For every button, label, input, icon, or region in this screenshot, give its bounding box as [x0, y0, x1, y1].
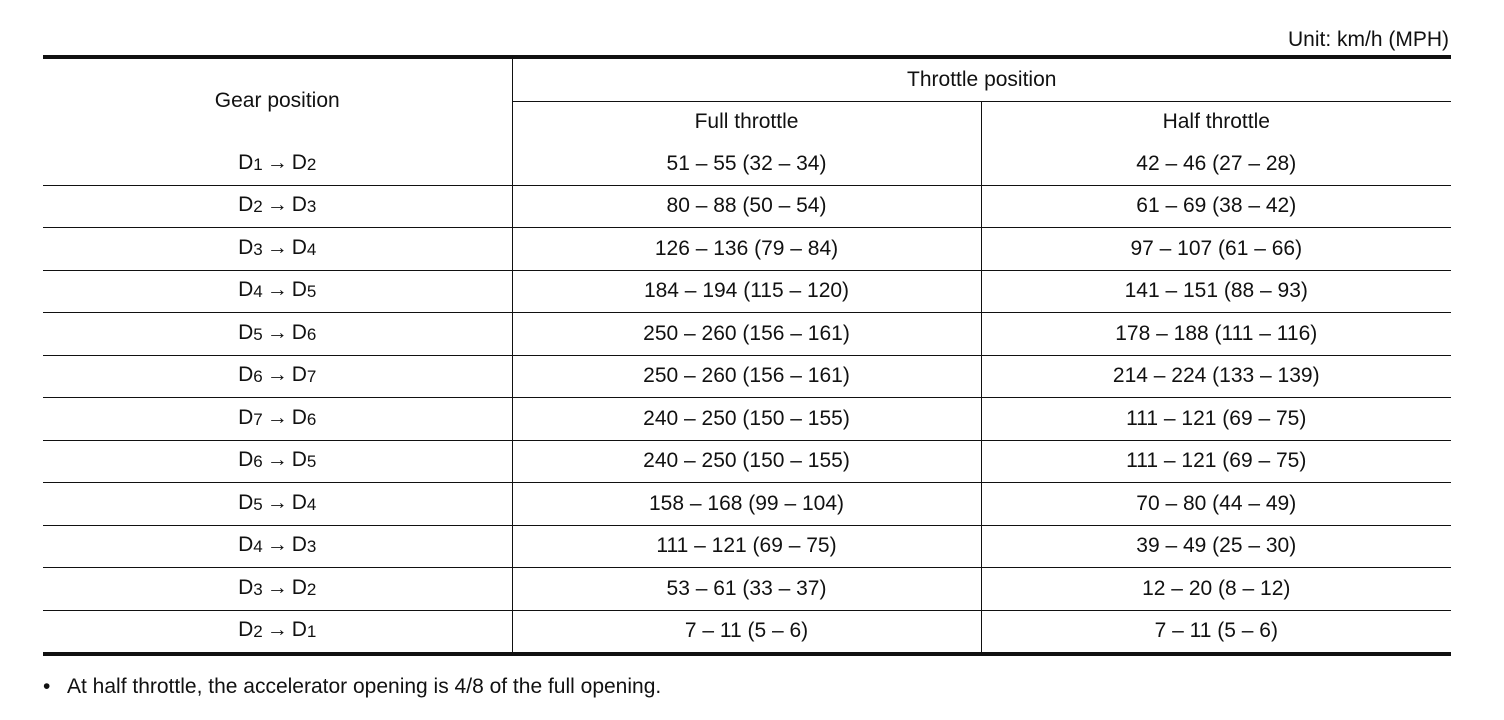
half-throttle-cell: 39 – 49 (25 – 30)	[981, 525, 1451, 568]
gear-to-number: 1	[306, 622, 317, 642]
gear-from-number: 3	[253, 239, 263, 259]
gear-from-letter: D	[238, 278, 254, 302]
gear-shift-cell	[43, 228, 512, 271]
gear-from-letter: D	[238, 533, 254, 557]
gear-to-number: 3	[306, 197, 317, 217]
gear-from-number: 7	[253, 409, 263, 429]
gear-shift-cell	[43, 270, 512, 313]
half-throttle-cell: 141 – 151 (88 – 93)	[981, 270, 1451, 313]
gear-from-letter: D	[238, 448, 254, 472]
half-throttle-cell: 61 – 69 (38 – 42)	[981, 185, 1451, 228]
half-throttle-cell: 111 – 121 (69 – 75)	[981, 440, 1451, 483]
gear-from-number: 6	[253, 367, 263, 387]
gear-to-number: 6	[306, 324, 317, 344]
gear-to-letter: D	[291, 363, 307, 387]
gear-to-number: 4	[306, 494, 317, 514]
arrow-icon: →	[266, 193, 288, 217]
gear-to-letter: D	[291, 575, 307, 599]
full-throttle-cell: 51 – 55 (32 – 34)	[512, 143, 981, 185]
gear-from-number: 5	[253, 324, 263, 344]
gear-to-number: 5	[306, 452, 317, 472]
gear-to-letter: D	[291, 278, 307, 302]
gear-from-number: 3	[253, 579, 263, 599]
full-throttle-cell: 7 – 11 (5 – 6)	[512, 610, 981, 654]
gear-to-letter: D	[291, 235, 307, 259]
table-row	[43, 483, 1451, 526]
arrow-icon: →	[266, 448, 288, 472]
table-row	[43, 270, 1451, 313]
footnote-text: At half throttle, the accelerator opening is 4/8 of the full opening.	[67, 675, 662, 698]
table-row	[43, 398, 1451, 441]
table-row	[43, 228, 1451, 271]
gear-from-number: 2	[253, 622, 263, 642]
gear-to-letter: D	[291, 320, 307, 344]
table-row	[43, 525, 1451, 568]
gear-shift-cell	[43, 313, 512, 356]
full-throttle-cell: 53 – 61 (33 – 37)	[512, 568, 981, 611]
arrow-icon: →	[266, 320, 288, 344]
gear-shift-cell	[43, 568, 512, 611]
table-row	[43, 440, 1451, 483]
arrow-icon: →	[266, 405, 288, 429]
gear-to-number: 7	[306, 367, 317, 387]
gear-shift-cell	[43, 398, 512, 441]
gear-from-letter: D	[238, 320, 254, 344]
arrow-icon: →	[266, 533, 288, 557]
half-throttle-cell: 178 – 188 (111 – 116)	[981, 313, 1451, 356]
throttle-position-header: Throttle position	[512, 57, 1451, 101]
bullet-icon: •	[43, 675, 51, 698]
gear-from-number: 4	[253, 282, 263, 302]
gear-to-letter: D	[291, 490, 307, 514]
gear-shift-cell	[43, 355, 512, 398]
gear-shift-cell	[43, 143, 512, 185]
gear-shift-cell	[43, 440, 512, 483]
gear-from-number: 6	[253, 452, 263, 472]
gear-to-letter: D	[291, 193, 307, 217]
arrow-icon: →	[266, 150, 288, 174]
gear-from-letter: D	[238, 235, 254, 259]
full-throttle-cell: 250 – 260 (156 – 161)	[512, 313, 981, 356]
gear-to-number: 6	[306, 409, 317, 429]
gear-to-letter: D	[291, 448, 307, 472]
half-throttle-header: Half throttle	[981, 101, 1451, 143]
full-throttle-cell: 184 – 194 (115 – 120)	[512, 270, 981, 313]
full-throttle-cell: 111 – 121 (69 – 75)	[512, 525, 981, 568]
gear-shift-cell	[43, 185, 512, 228]
full-throttle-cell: 250 – 260 (156 – 161)	[512, 355, 981, 398]
gear-shift-cell	[43, 483, 512, 526]
arrow-icon: →	[266, 575, 288, 599]
arrow-icon: →	[266, 278, 288, 302]
half-throttle-cell: 97 – 107 (61 – 66)	[981, 228, 1451, 271]
gear-from-number: 2	[253, 197, 263, 217]
gear-to-letter: D	[291, 405, 307, 429]
half-throttle-cell: 7 – 11 (5 – 6)	[981, 610, 1451, 654]
unit-label: Unit: km/h (MPH)	[1287, 28, 1449, 51]
table-row	[43, 610, 1451, 654]
half-throttle-cell: 70 – 80 (44 – 49)	[981, 483, 1451, 526]
gear-from-letter: D	[238, 490, 254, 514]
gear-from-number: 4	[253, 537, 263, 557]
table-row	[43, 355, 1451, 398]
gear-to-number: 4	[306, 239, 317, 259]
footnote	[43, 675, 661, 699]
gear-to-number: 2	[306, 579, 317, 599]
gear-from-letter: D	[238, 150, 254, 174]
full-throttle-cell: 240 – 250 (150 – 155)	[512, 440, 981, 483]
half-throttle-cell: 42 – 46 (27 – 28)	[981, 143, 1451, 185]
table-body	[43, 143, 1451, 654]
gear-to-number: 3	[306, 537, 317, 557]
gear-to-number: 2	[306, 154, 317, 174]
gear-from-letter: D	[238, 405, 254, 429]
gear-from-number: 5	[253, 494, 263, 514]
gear-shift-cell	[43, 525, 512, 568]
gear-from-letter: D	[238, 575, 254, 599]
gear-to-letter: D	[291, 618, 307, 642]
full-throttle-cell: 126 – 136 (79 – 84)	[512, 228, 981, 271]
table-row	[43, 185, 1451, 228]
shift-speed-table	[43, 55, 1451, 656]
full-throttle-header: Full throttle	[512, 101, 981, 143]
arrow-icon: →	[266, 363, 288, 387]
gear-to-number: 5	[306, 282, 317, 302]
gear-from-letter: D	[238, 618, 254, 642]
half-throttle-cell: 111 – 121 (69 – 75)	[981, 398, 1451, 441]
arrow-icon: →	[266, 490, 288, 514]
full-throttle-cell: 158 – 168 (99 – 104)	[512, 483, 981, 526]
arrow-icon: →	[266, 235, 288, 259]
table-row	[43, 143, 1451, 185]
gear-from-number: 1	[253, 154, 263, 174]
gear-to-letter: D	[291, 150, 307, 174]
gear-from-letter: D	[238, 193, 254, 217]
full-throttle-cell: 80 – 88 (50 – 54)	[512, 185, 981, 228]
table-row	[43, 313, 1451, 356]
gear-to-letter: D	[291, 533, 307, 557]
full-throttle-cell: 240 – 250 (150 – 155)	[512, 398, 981, 441]
gear-position-header: Gear position	[214, 89, 340, 112]
gear-from-letter: D	[238, 363, 254, 387]
arrow-icon: →	[266, 618, 288, 642]
half-throttle-cell: 12 – 20 (8 – 12)	[981, 568, 1451, 611]
half-throttle-cell: 214 – 224 (133 – 139)	[981, 355, 1451, 398]
header-row-1	[43, 57, 1451, 101]
gear-shift-cell	[43, 610, 512, 654]
table-row	[43, 568, 1451, 611]
